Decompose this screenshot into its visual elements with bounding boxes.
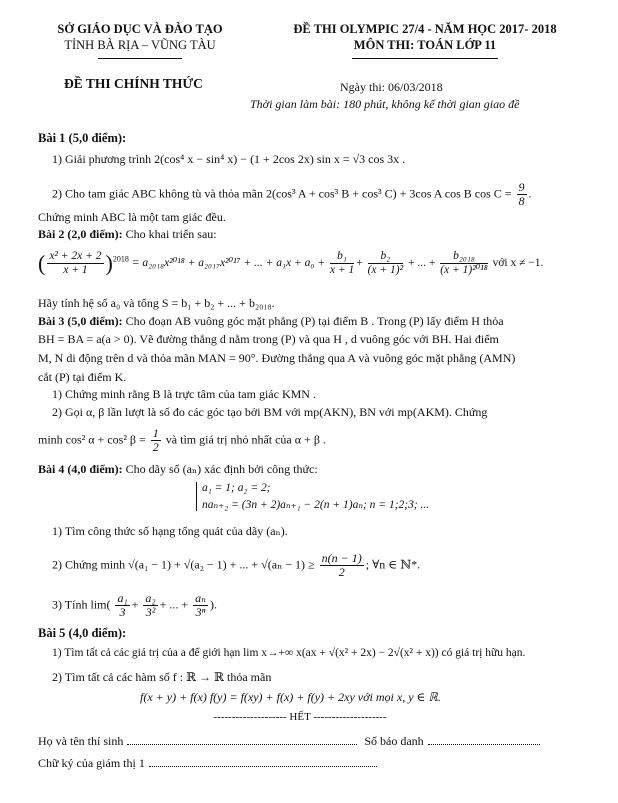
problem-3-title: Bài 3 (5,0 điểm): (38, 314, 123, 328)
candidate-number-field[interactable] (428, 744, 540, 745)
problem-2-question: Hãy tính hệ số a₀ và tổng S = b₁ + b₂ + ... + b₂₀₁₈. (38, 296, 275, 310)
exam-date: Ngày thi: 06/03/2018 (340, 80, 443, 94)
problem-2-title: Bài 2 (2,0 điểm): (38, 227, 123, 241)
candidate-number-label: Số báo danh (364, 734, 424, 748)
exam-subject: MÔN THI: TOÁN LỚP 11 (353, 38, 497, 52)
province-name: TỈNH BÀ RỊA – VŨNG TÀU (64, 38, 216, 52)
problem-3-part-1: 1) Chứng minh rằng B là trực tâm của tam giác KMN . (52, 387, 316, 401)
problem-3-line-3: M, N di động trên d và thỏa mãn MAN = 90°. Đường thẳng qua A và vuông góc mặt phẳng (AMN) (38, 351, 516, 365)
problem-5-title: Bài 5 (4,0 điểm): (38, 626, 127, 640)
invigilator-signature-line (38, 756, 377, 771)
problem-4-part-1: 1) Tìm công thức số hạng tổng quát của dãy (aₙ). (52, 524, 288, 538)
problem-5-functional-equation: f(x + y) + f(x) f(y) = f(xy) + f(x) + f(y) + 2xy với mọi x, y ∈ ℝ. (140, 690, 441, 704)
official-label: ĐỀ THI CHÍNH THỨC (64, 76, 203, 91)
problem-3-line-4: cắt (P) tại điểm K. (38, 370, 127, 384)
department-name: SỞ GIÁO DỤC VÀ ĐÀO TẠO (57, 22, 223, 36)
problem-1-conclusion: Chứng minh ABC là một tam giác đều. (38, 210, 226, 224)
invigilator-signature-field[interactable] (149, 766, 377, 767)
problem-4-heading: Bài 4 (4,0 điểm): Cho dãy số (aₙ) xác định bởi công thức: (38, 462, 318, 476)
problem-1-title: Bài 1 (5,0 điểm): (38, 131, 127, 145)
problem-1-part-1: 1) Giải phương trình 2(cos⁴ x − sin⁴ x) − (1 + 2cos 2x) sin x = √3 cos 3x . (52, 152, 406, 166)
exam-duration: Thời gian làm bài: 180 phút, không kể thời gian giao đề (250, 97, 520, 111)
problem-3-line-1: Bài 3 (5,0 điểm): Cho đoạn AB vuông góc mặt phẳng (P) tại điểm B . Trong (P) lấy điểm H thỏa (38, 314, 504, 328)
candidate-name-line (38, 734, 540, 749)
invigilator-signature-label: Chữ ký của giám thị 1 (38, 756, 145, 770)
problem-5-part-1: 1) Tìm tất cả các giá trị của a để giới hạn lim x→+∞ x(ax + √(x² + 2x) − 2√(x² + x)) có giá trị hữu hạn. (52, 647, 526, 659)
problem-1-part-2: 2) Cho tam giác ABC không tù và thỏa mãn 2(cos³ A + cos³ B + cos³ C) + 3cos A cos B cos C = $\frac{9}{8}$ . (52, 180, 532, 208)
problem-3-part-2: 2) Gọi α, β lần lượt là số đo các góc tạo bởi BM với mp(AKN), BN với mp(AKM). Chứng (52, 405, 488, 419)
end-marker: -------------------- HẾT -------------------- (213, 711, 387, 723)
header-divider-left (98, 58, 182, 59)
problem-4-recurrence-system: a₁ = 1; a₂ = 2; naₙ₊₂ = (3n + 2)aₙ₊₁ − 2(n + 1)aₙ; n = 1;2;3; ... (196, 482, 429, 511)
problem-2-expansion: ( $\frac{\text{x² + 2x + 2}}{x + 1}$ )$^{2018}$ = a₂₀₁₈x²⁰¹⁸ + a₂₀₁₇x²⁰¹⁷ + ... + a₁x + a₀ + $\frac{\text{b₁}}{x + 1}$ + $\frac{\text{b₂}}{\text{(x + 1)²}}$ + ... + $\frac{\text{b₂₀₁₈}}{\text{(x + 1)²⁰¹⁸}}$ với x ≠ −1. (38, 250, 544, 276)
exam-title: ĐỀ THI OLYMPIC 27/4 - NĂM HỌC 2017- 2018 (293, 22, 557, 36)
candidate-name-label: Họ và tên thí sinh (38, 734, 124, 748)
problem-2-heading: Bài 2 (2,0 điểm): Cho khai triển sau: (38, 227, 217, 241)
problem-4-part-3: 3) Tính lim( $\frac{\text{a₁}}{3}$ + $\frac{\text{a₂}}{\text{3²}}$ + ... + $\frac{\text{aₙ}}{\text{3ⁿ}}$ ). (52, 591, 217, 619)
problem-3-line-2: BH = BA = a(a > 0). Vẽ đường thẳng d nằm trong (P) và qua H , d vuông góc với BH. Hai điểm (38, 332, 499, 346)
problem-4-part-2: 2) Chứng minh √(a₁ − 1) + √(a₂ − 1) + ... + √(aₙ − 1) ≥ $\frac{n(n - 1)}{2}$ ; ∀n ∈ ℕ*. (52, 551, 421, 579)
header-divider-right (352, 58, 498, 59)
problem-3-part-2-cont: minh cos² α + cos² β = $\frac{1}{2}$ và tìm giá trị nhỏ nhất của α + β . (38, 426, 326, 454)
fraction-9-8: $\frac{9}{8}$ (518, 180, 525, 208)
problem-4-title: Bài 4 (4,0 điểm): (38, 462, 123, 476)
problem-5-part-2: 2) Tìm tất cả các hàm số f : ℝ → ℝ thỏa mãn (52, 670, 272, 684)
candidate-name-field[interactable] (127, 744, 357, 745)
